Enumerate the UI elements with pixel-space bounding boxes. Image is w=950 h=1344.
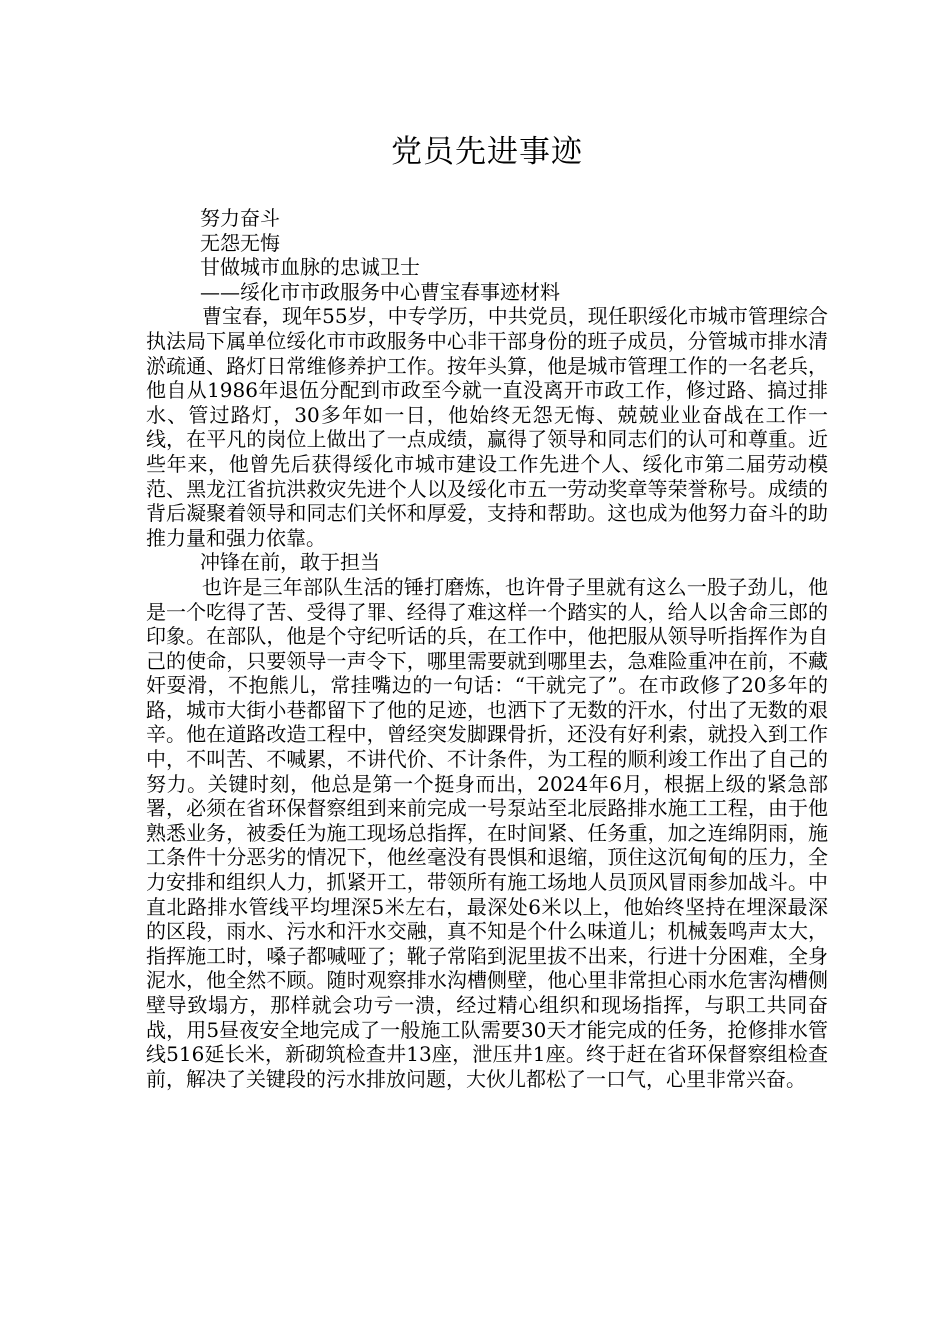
document-page [146, 120, 828, 1091]
paragraph-intro: 曹宝春，现年55岁，中专学历，中共党员，现任职绥化市城市管理综合执法局下属单位绥化市市政服务中心非干部身份的班子成员，分管城市排水清淤疏通、路灯日常维修养护工作。按年头算，他是城市管理工作的一名老兵，他自从1986年退伍分配到市政至今就一直没离开市政工作，修过路、搞过排水、管过路灯，30多年如一日，他始终无怨无悔、兢兢业业奋战在工作一线，在平凡的岗位上做出了一点成绩，赢得了领导和同志们的认可和尊重。近些年来，他曾先后获得绥化市城市建设工作先进个人、绥化市第二届劳动模范、黑龙江省抗洪救灾先进个人以及绥化市五一劳动奖章等荣誉称号。成绩的背后凝聚着领导和同志们关怀和厚爱，支持和帮助。这也成为他努力奋斗的助推力量和强力依靠。 [146, 304, 828, 550]
heading-line-2: 无怨无悔 [200, 230, 280, 255]
heading-line-3: 甘做城市血脉的忠诚卫士 [200, 255, 420, 280]
section-heading: 冲锋在前，敢于担当 [200, 550, 380, 575]
paragraph-body: 也许是三年部队生活的锤打磨炼，也许骨子里就有这么一股子劲儿，他是一个吃得了苦、受得了罪、经得了难这样一个踏实的人，给人以舍命三郎的印象。在部队，他是个守纪听话的兵，在工作中，他把服从领导听指挥作为自己的使命，只要领导一声令下，哪里需要就到哪里去，急难险重冲在前，不藏奸耍滑，不抱熊儿，常挂嘴边的一句话：“干就完了”。在市政修了20多年的路，城市大街小巷都留下了他的足迹，也洒下了无数的汗水，付出了无数的艰辛。他在道路改造工程中，曾经突发脚踝骨折，还没有好利索，就投入到工作中，不叫苦、不喊累，不讲代价、不计条件，为工程的顺利竣工作出了自己的努力。关键时刻，他总是第一个挺身而出，2024年6月，根据上级的紧急部署，必须在省环保督察组到来前完成一号泵站至北辰路排水施工工程，由于他熟悉业务，被委任为施工现场总指挥，在时间紧、任务重，加之连绵阴雨，施工条件十分恶劣的情况下，他丝毫没有畏惧和退缩，顶住这沉甸甸的压力，全力安排和组织人力，抓紧开工，带领所有施工场地人员顶风冒雨参加战斗。中直北路排水管线平均埋深5米左右，最深处6米以上，他始终坚持在埋深最深的区段，雨水、污水和汗水交融，真不知是个什么味道儿；机械轰鸣声太大，指挥施工时，嗓子都喊哑了；靴子常陷到泥里拔不出来，行进十分困难，全身泥水，他全然不顾。随时观察排水沟槽侧壁，他心里非常担心雨水危害沟槽侧壁导致塌方，那样就会功亏一溃，经过精心组织和现场指挥，与职工共同奋战，用5昼夜安全地完成了一般施工队需要30天才能完成的任务，抢修排水管线516延长米，新砌筑检查井13座，泄压井1座。终于赶在省环保督察组检查前，解决了关键段的污水排放问题，大伙儿都松了一口气，心里非常兴奋。 [146, 574, 828, 1091]
document-title: 党员先进事迹 [391, 134, 583, 170]
subtitle-line: ——绥化市市政服务中心曹宝春事迹材料 [200, 279, 560, 304]
heading-line-1: 努力奋斗 [200, 206, 280, 230]
